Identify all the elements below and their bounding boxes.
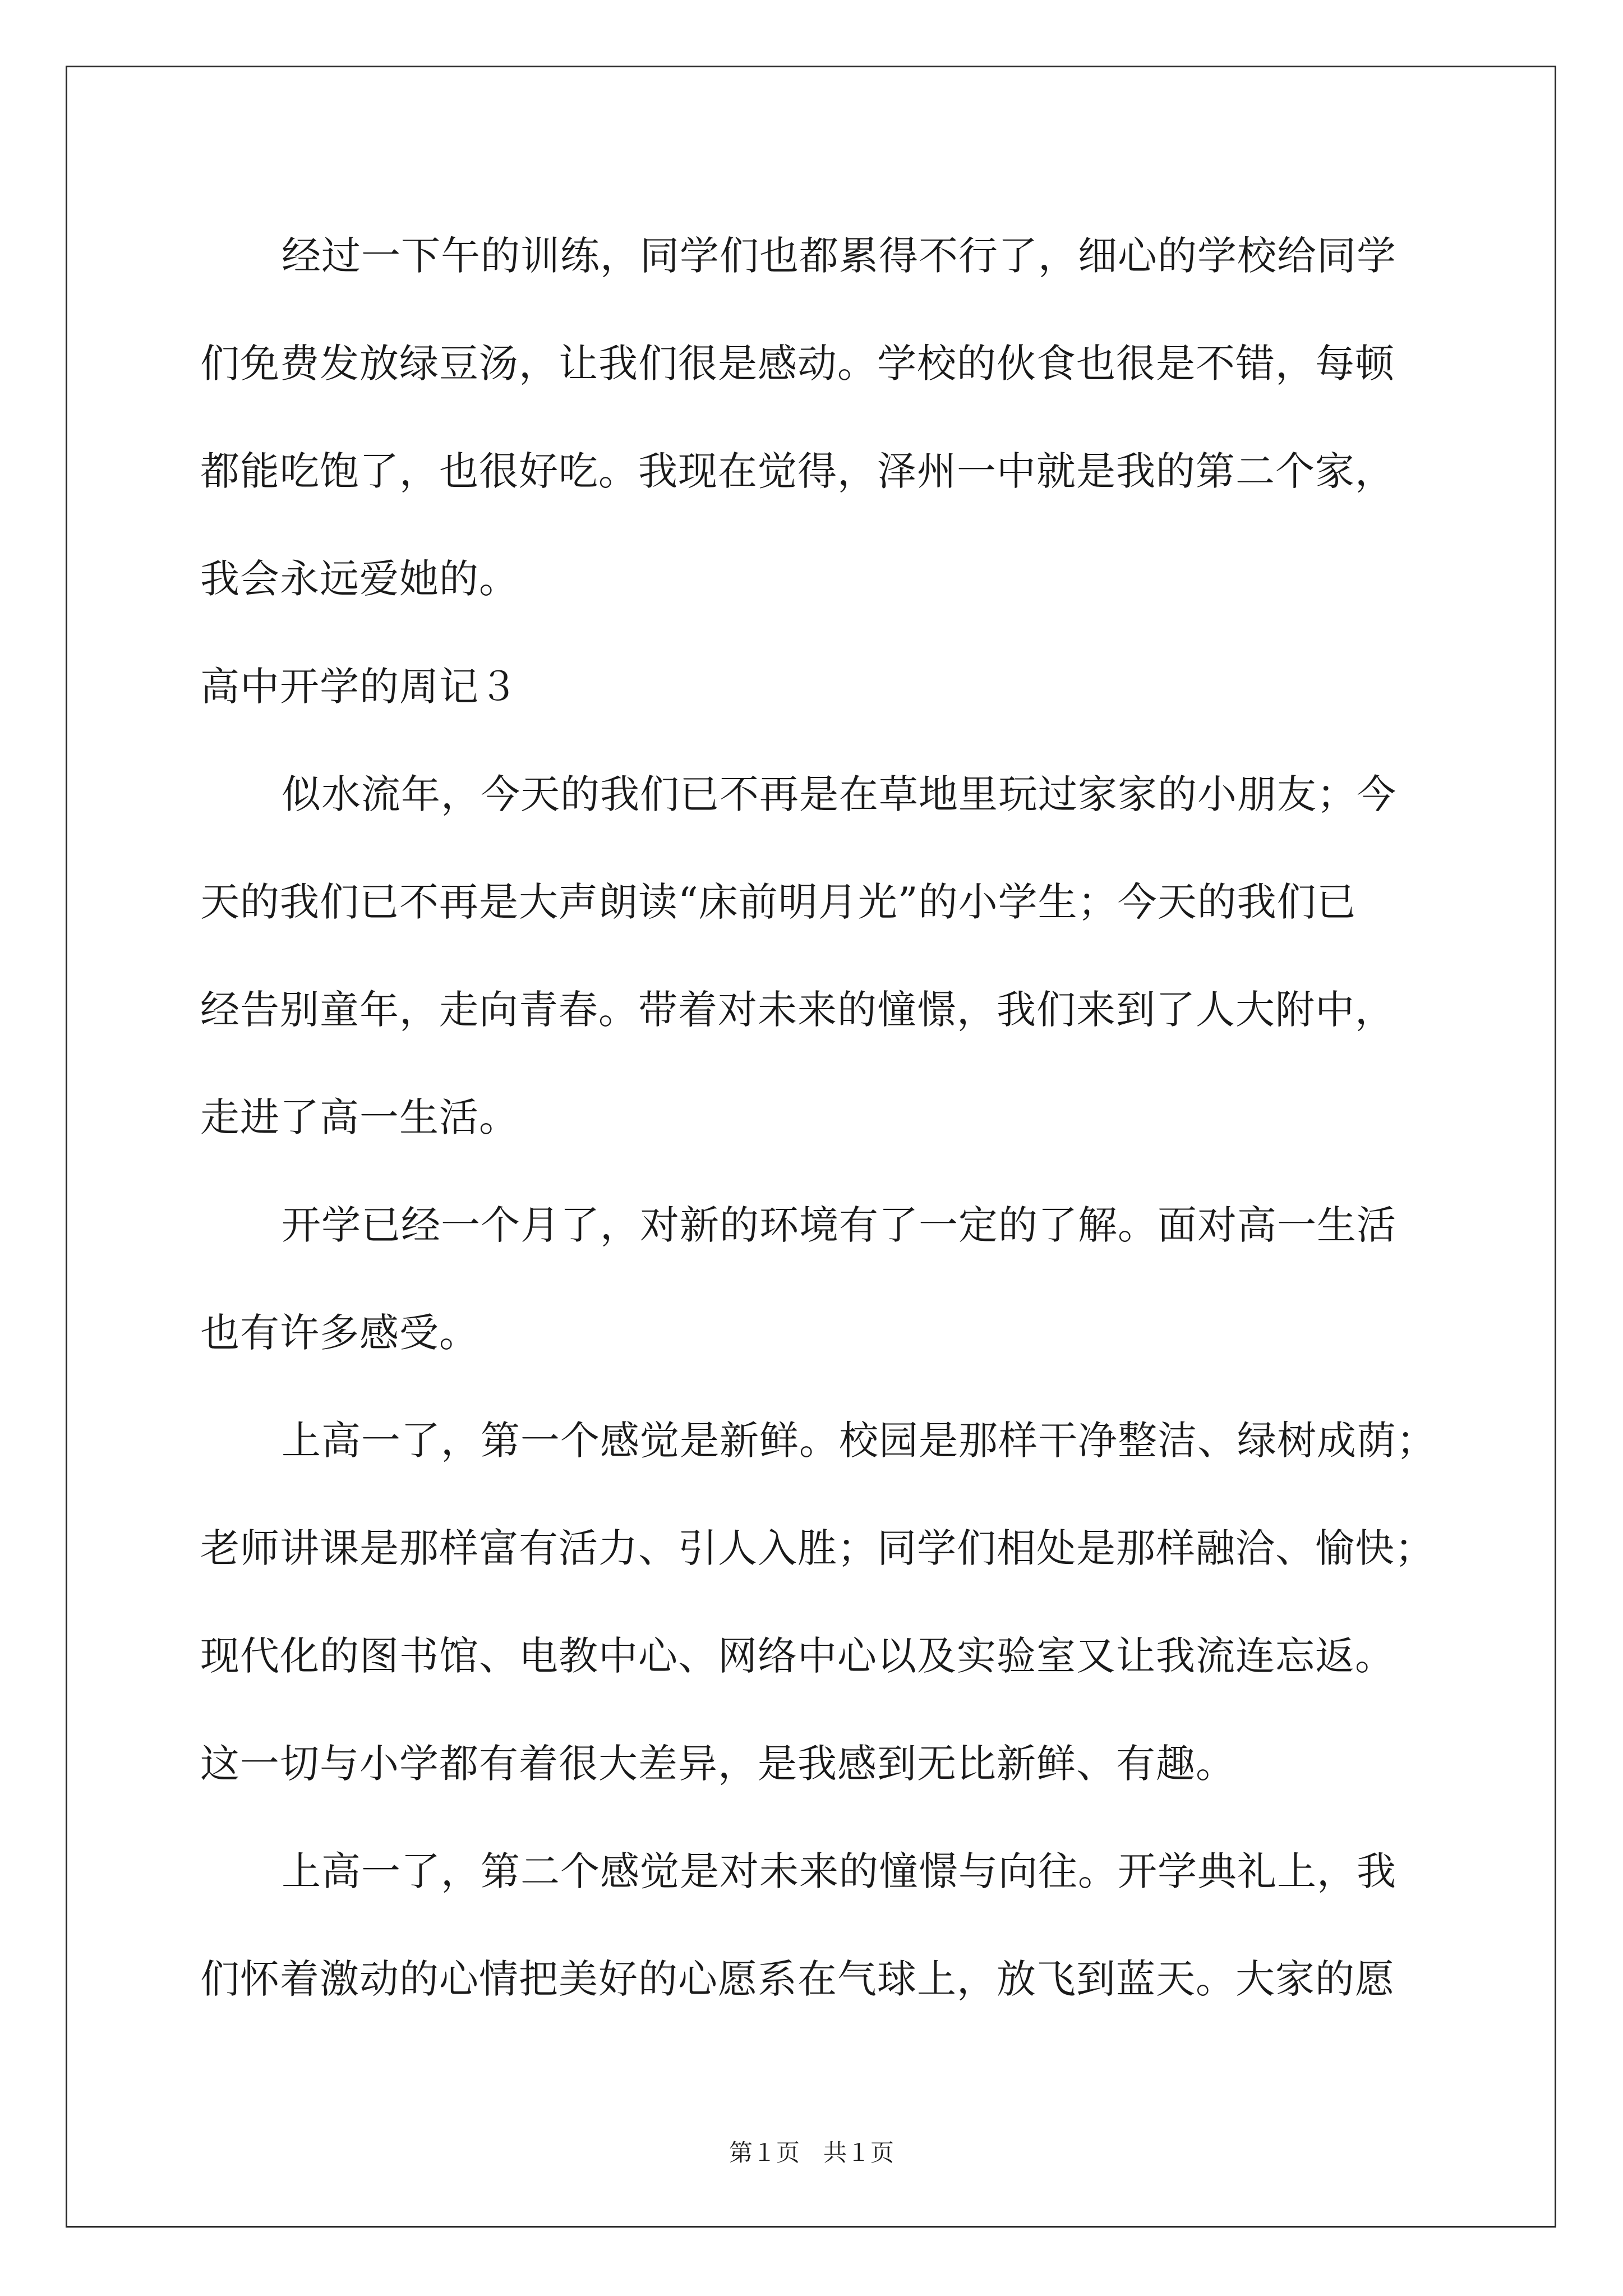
paragraph-line: 们怀着激动的心情把美好的心愿系在气球上，放飞到蓝天。大家的愿 xyxy=(200,1956,1395,2002)
paragraph-line: 我会永远爱她的。 xyxy=(200,556,519,602)
paragraph-line: 天的我们已不再是大声朗读“床前明月光”的小学生；今天的我们已 xyxy=(200,879,1357,925)
paragraph-line: 经告别童年，走向青春。带着对未来的憧憬，我们来到了人大附中， xyxy=(200,987,1395,1033)
section-heading: 高中开学的周记３ xyxy=(200,664,519,710)
paragraph-line: 也有许多感受。 xyxy=(200,1310,479,1356)
paragraph-line: 开学已经一个月了，对新的环境有了一定的了解。面对高一生活 xyxy=(282,1202,1396,1248)
paragraph-line: 上高一了，第二个感觉是对未来的憧憬与向往。开学典礼上，我 xyxy=(282,1848,1396,1894)
paragraph-line: 们免费发放绿豆汤，让我们很是感动。学校的伙食也很是不错，每顿 xyxy=(200,341,1395,386)
document-body xyxy=(200,202,1440,2033)
paragraph-line: 上高一了，第一个感觉是新鲜。校园是那样干净整洁、绿树成荫； xyxy=(282,1418,1436,1464)
paragraph-line: 都能吃饱了，也很好吃。我现在觉得，泽州一中就是我的第二个家， xyxy=(200,448,1395,494)
paragraph-line: 这一切与小学都有着很大差异，是我感到无比新鲜、有趣。 xyxy=(200,1741,1235,1787)
page-number-footer: 第１页 共１页 xyxy=(728,2139,894,2166)
paragraph-line: 似水流年，今天的我们已不再是在草地里玩过家家的小朋友；今 xyxy=(282,771,1396,817)
paragraph-line: 经过一下午的训练，同学们也都累得不行了，细心的学校给同学 xyxy=(282,233,1396,279)
paragraph-line: 现代化的图书馆、电教中心、网络中心以及实验室又让我流连忘返。 xyxy=(200,1633,1395,1679)
paragraph-line: 走进了高一生活。 xyxy=(200,1094,519,1140)
paragraph-line: 老师讲课是那样富有活力、引人入胜；同学们相处是那样融洽、愉快； xyxy=(200,1525,1435,1571)
